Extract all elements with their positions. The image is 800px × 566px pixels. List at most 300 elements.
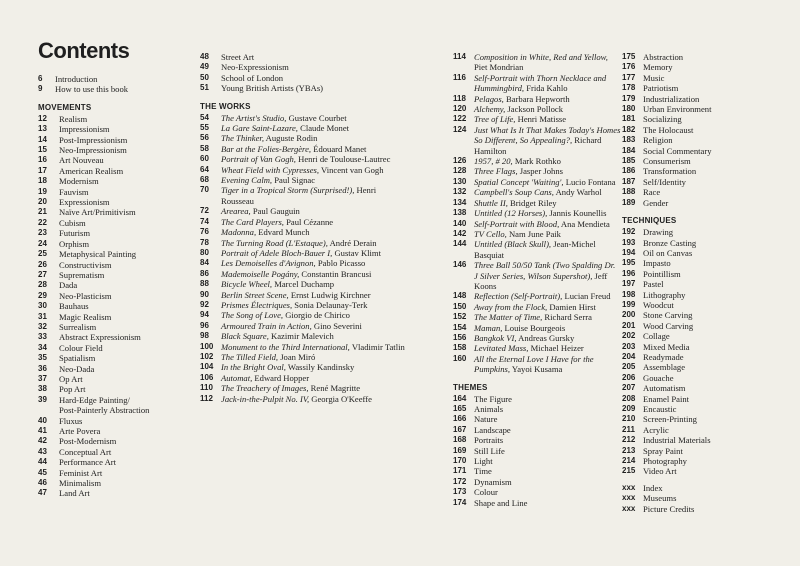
entry-label [221,165,410,175]
contents-entry [453,477,621,487]
entry-label: Shape and Line [474,497,528,508]
entry-label: Neo-Impressionism [59,145,127,156]
work-artist: Jeff Koons [474,270,608,291]
contents-entry [622,166,772,176]
work-title: Jack-in-the-Pulpit No. IV, [221,393,310,404]
entry-label: Arte Povera [59,426,101,436]
work-artist: Constantin Brancusi [299,268,372,279]
entry-page-number: 202 [622,331,636,341]
entry-page-number: 25 [38,249,47,259]
work-title: Mademoiselle Pogány, [221,268,300,279]
entry-label: Constructivism [59,259,112,270]
entry-label: Index [643,482,663,493]
entry-page-number: 166 [453,414,467,424]
entry-page-number: 152 [453,312,467,322]
work-title: Reflection (Self-Portrait), [474,291,563,302]
entry-page-number: 23 [38,228,47,238]
contents-entry [38,343,188,353]
entry-page-number: 58 [200,143,209,153]
entry-label [474,52,621,73]
entry-page-number: 76 [200,227,209,237]
movements-list [38,114,188,499]
work-artist: Henri de Toulouse-Lautrec [295,154,391,165]
entry-label [474,239,621,260]
entry-page-number: 126 [453,156,467,166]
contents-entry [622,466,772,476]
entry-page-number: 14 [38,134,47,144]
entry-label: Gender [643,197,669,208]
entry-page-number: 170 [453,456,467,466]
entry-label: Abstract Expressionism [59,332,141,343]
entry-label [474,323,621,333]
entry-page-number: 134 [453,197,467,207]
entry-label: Nature [474,414,498,425]
contents-entry [622,483,772,493]
contents-entry [38,291,188,301]
entry-label [221,269,410,279]
work-artist: Paul Gauguin [250,206,300,217]
entry-page-number: 182 [622,124,636,134]
entry-page-number: 192 [622,227,636,237]
entry-label [221,217,410,227]
entry-label [474,94,621,104]
work-artist: Richard Serra [542,312,592,323]
entry-page-number: 96 [200,320,209,330]
entry-page-number: 47 [38,488,47,498]
contents-entry [622,83,772,93]
work-artist: Paul Signac [272,175,316,186]
entry-page-number: 214 [622,456,636,466]
contents-entry [453,446,621,456]
entry-page-number: 41 [38,426,47,435]
entry-page-number: 156 [453,332,467,342]
contents-entry [622,331,772,341]
contents-entry [622,62,772,72]
entry-label [474,187,621,197]
contents-entry [200,123,410,133]
contents-entry [38,239,188,249]
entry-label: Drawing [643,227,674,238]
page-title: Contents [38,38,130,63]
entry-label: Futurism [59,228,91,239]
work-title: Automat, [221,372,253,383]
entry-page-number: 212 [622,435,636,445]
work-title: Black Square, [221,331,269,342]
entry-page-number: 197 [622,279,636,289]
entry-page-number: 78 [200,237,209,247]
entry-label [221,300,410,310]
entry-label [474,343,621,353]
work-title: Untitled (Black Skull), [474,239,552,250]
contents-entry [200,300,410,310]
work-artist: Mark Rothko [512,156,561,167]
work-artist: Paul Cézanne [283,216,334,227]
entry-label: Abstraction [643,52,684,62]
entry-page-number: 142 [453,228,467,238]
work-title: Prismes Électriques, [221,299,293,310]
entry-label [221,321,410,331]
entry-label: Expressionism [59,197,110,208]
entry-page-number: 26 [38,259,47,269]
entry-page-number: 178 [622,83,636,93]
work-artist: Andy Warhol [553,187,602,198]
entry-label [221,185,410,206]
entry-page-number: 21 [38,207,47,217]
contents-entry [38,301,188,311]
entry-page-number: 210 [622,414,636,424]
contents-entry [38,322,188,332]
work-title: La Gare Saint-Lazare, [221,123,298,134]
contents-entry [453,354,621,375]
entry-label: Fauvism [59,186,89,197]
entry-page-number: 17 [38,165,47,175]
entry-label: Enamel Paint [643,393,690,404]
work-title: Maman, [474,322,503,333]
entry-page-number: 120 [453,104,467,114]
entry-label: Consumerism [643,156,691,167]
entry-page-number: 16 [38,155,47,165]
entry-page-number: 205 [622,362,636,372]
entry-page-number: 34 [38,342,47,352]
work-title: The Tilled Field, [221,351,279,362]
entry-label [474,260,621,291]
entry-label: Pointillism [643,268,681,279]
techniques-list [622,227,772,477]
entry-page-number: 160 [453,353,467,363]
contents-entry [38,374,188,384]
work-title: Berlin Street Scene, [221,289,289,300]
work-title: Les Demoiselles d'Avignon, [221,258,316,269]
themes-list-continued [622,52,772,208]
work-artist: Wassily Kandinsky [285,362,355,373]
contents-entry [38,416,188,426]
contents-entry [38,395,188,416]
contents-entry [622,114,772,124]
work-artist: Marcel Duchamp [272,279,335,290]
contents-entry [453,404,621,414]
entry-label [221,383,410,393]
work-artist: Jasper Johns [517,166,563,177]
contents-entry [38,207,188,217]
entry-label: Industrial Materials [643,435,711,446]
work-artist: Jackson Pollock [505,104,564,115]
entry-page-number: 196 [622,268,636,278]
entry-page-number: 154 [453,322,467,332]
contents-entry [453,52,621,73]
contents-entry [622,177,772,187]
entry-label: Patriotism [643,83,679,94]
entry-label [221,279,410,289]
work-title: Tiger in a Tropical Storm (Surprised!), [221,185,355,196]
contents-entry [622,352,772,362]
contents-entry [622,404,772,414]
contents-entry [622,342,772,352]
entry-page-number: 42 [38,436,47,446]
entry-page-number: 173 [453,487,467,497]
work-artist: Damien Hirst [547,301,596,312]
work-title: The Thinker, [221,133,264,144]
work-title: Evening Calm, [221,175,273,186]
entry-label: Stone Carving [643,310,693,321]
contents-entry [200,383,410,393]
entry-label: Op Art [59,373,83,384]
entry-label: Art Nouveau [59,155,104,166]
work-title: Bangkok VI, [474,332,517,343]
work-artist: Nam June Paik [506,228,561,239]
contents-entry [453,125,621,156]
entry-label [474,198,621,208]
entry-page-number: 172 [453,476,467,486]
entry-page-number: 150 [453,301,467,311]
work-title: Three Ball 50/50 Tank (Two Spalding Dr. J Silver Series, Wilson Supershot), [474,260,616,281]
entry-label: Magic Realism [59,311,112,322]
entry-label: Spatialism [59,353,96,364]
entry-page-number: 22 [38,217,47,227]
contents-entry [38,166,188,176]
entry-label: Suprematism [59,269,105,280]
entry-page-number: 201 [622,320,636,330]
entry-page-number: 84 [200,258,209,268]
entry-page-number: 60 [200,154,209,164]
entry-page-number: 43 [38,446,47,456]
work-artist: Richard Hamilton [474,135,602,156]
work-title: Alchemy, [474,104,506,115]
entry-page-number: 51 [200,83,209,93]
entry-page-number: 144 [453,239,467,249]
entry-page-number: 187 [622,176,636,186]
work-title: Spatial Concept 'Waiting', [474,176,564,187]
work-title: All the Eternal Love I Have for the Pumpkins, [474,353,594,375]
work-title: Wheat Field with Cypresses, [221,164,320,175]
contents-entry [200,290,410,300]
entry-label: Orphism [59,238,90,249]
entry-page-number: 100 [200,341,214,351]
entry-label [474,166,621,176]
entry-label: Lithography [643,289,686,300]
contents-entry [38,249,188,259]
entry-page-number: 106 [200,372,214,382]
entry-page-number: 72 [200,206,209,216]
entry-page-number: 200 [622,310,636,320]
work-title: Portrait of Adele Bloch-Bauer I, [221,247,333,258]
entry-label: Young British Artists (YBAs) [221,83,324,94]
entry-label [221,154,410,164]
work-title: The Artist's Studio, [221,112,287,123]
entry-label: Bronze Casting [643,237,697,248]
work-title: Self-Portrait with Thorn Necklace and Hummingbird, [474,72,607,94]
work-title: Self-Portrait with Blood, [474,218,560,229]
entry-page-number: 114 [453,52,466,61]
contents-entry [453,187,621,197]
entry-page-number: 32 [38,321,47,331]
contents-entry [200,154,410,164]
contents-entry [622,446,772,456]
contents-entry [200,133,410,143]
contents-entry [453,487,621,497]
work-artist: Bridget Riley [507,197,557,208]
entry-page-number: 148 [453,291,467,301]
entry-page-number: 88 [200,279,209,289]
contents-entry [38,260,188,270]
entry-page-number: 94 [200,310,209,320]
contents-entry [200,248,410,258]
entry-label: Self/Identity [643,176,686,187]
contents-entry [200,62,410,72]
contents-entry [622,146,772,156]
entry-page-number: 20 [38,197,47,207]
work-title: The Treachery of Images, [221,383,309,394]
entry-label [221,290,410,300]
entry-label: The Holocaust [643,124,694,135]
entry-label: Museums [643,493,677,504]
entry-label [474,177,621,187]
contents-entry [200,342,410,352]
entry-page-number: 74 [200,216,209,226]
entry-page-number: 15 [38,145,47,155]
entry-label: Landscape [474,424,511,435]
entry-page-number: 12 [38,113,47,123]
entry-page-number: 68 [200,175,209,185]
entry-label: Still Life [474,445,505,456]
work-artist: Vladimir Tatlin [349,341,405,352]
contents-entry [200,217,410,227]
contents-entry [200,279,410,289]
work-artist: Henri Rousseau [221,185,377,206]
entry-page-number: 56 [200,133,209,143]
entry-label [474,219,621,229]
work-artist: Gustav Klimt [332,247,382,258]
entry-page-number: 39 [38,394,47,404]
contents-column-4 [622,52,772,514]
entry-page-number: 29 [38,290,47,300]
work-artist: Piet Mondrian [474,62,524,73]
entry-page-number: 184 [622,145,636,155]
entry-label [221,342,410,352]
contents-entry [200,113,410,123]
contents-entry [38,468,188,478]
contents-entry [38,135,188,145]
entry-page-number: 55 [200,123,209,133]
entry-label: Neo-Plasticism [59,290,112,301]
entry-label: Wood Carving [643,320,694,331]
work-artist: Auguste Rodin [263,133,318,144]
contents-entry [453,198,621,208]
contents-entry [38,74,188,84]
contents-entry [622,425,772,435]
entry-label: Animals [474,404,504,414]
contents-entry [38,332,188,342]
contents-entry [622,187,772,197]
contents-entry [200,238,410,248]
contents-column-1 [38,38,188,499]
entry-page-number: 98 [200,331,209,341]
entry-page-number: 80 [200,247,209,257]
entry-label: Post-Modernism [59,436,117,447]
contents-entry [38,312,188,322]
entry-page-number: 48 [200,52,209,61]
entry-label: Neo-Expressionism [221,62,289,73]
contents-entry [38,176,188,186]
entry-label: The Figure [474,393,512,404]
work-title: In the Bright Oval, [221,362,286,373]
contents-entry [622,73,772,83]
contents-entry [622,279,772,289]
works-list [200,113,410,404]
contents-entry [38,228,188,238]
contents-entry [200,73,410,83]
entry-page-number: 128 [453,166,467,176]
contents-entry [453,456,621,466]
contents-entry [200,331,410,341]
movements-list-continued [200,52,410,94]
contents-entry [38,84,188,94]
entry-label: Pastel [643,279,664,290]
entry-label [221,238,410,248]
entry-page-number: 177 [622,72,636,82]
entry-label [474,312,621,322]
entry-page-number: 165 [453,404,467,413]
entry-page-number: 46 [38,478,47,488]
contents-entry [622,269,772,279]
contents-entry [200,165,410,175]
work-title: Just What Is It That Makes Today's Homes So Different, So Appealing?, [474,124,621,146]
work-artist: Edvard Munch [256,227,310,238]
themes-list [453,394,621,508]
entry-label: American Realism [59,165,124,176]
contents-entry [453,466,621,476]
entry-label: Pop Art [59,384,86,395]
entry-label: Modernism [59,176,99,187]
contents-entry [38,145,188,155]
contents-entry [622,394,772,404]
contents-entry [622,373,772,383]
contents-entry [453,73,621,94]
entry-label [221,123,410,133]
contents-entry [453,498,621,508]
work-artist: Jean-Michel Basquiat [474,239,596,260]
entry-label: Street Art [221,52,255,62]
works-heading: THE WORKS [200,101,251,111]
contents-entry [622,248,772,258]
entry-label: Performance Art [59,457,117,468]
entry-page-number: 30 [38,301,47,311]
entry-page-number: 28 [38,280,47,290]
contents-entry [38,353,188,363]
entry-page-number: 199 [622,299,636,309]
entry-label: Assemblage [643,362,686,373]
entry-label: Light [474,456,493,467]
contents-entry [622,493,772,503]
entry-label: Mixed Media [643,341,690,352]
work-artist: Édouard Manet [311,143,367,154]
contents-entry [200,352,410,362]
entry-label [474,333,621,343]
contents-entry [200,258,410,268]
entry-page-number: 206 [622,372,636,382]
entry-label: Memory [643,62,673,73]
contents-entry [200,394,410,404]
entry-label: Impasto [643,258,671,269]
entry-label: Minimalism [59,478,102,489]
entry-page-number: 171 [453,466,467,476]
entry-page-number: 181 [622,114,636,124]
contents-entry [200,52,410,62]
work-title: Campbell's Soup Cans, [474,187,554,198]
contents-entry [453,343,621,353]
work-artist: Georgia O'Keeffe [309,393,372,404]
entry-label: School of London [221,72,284,83]
entry-label: Spray Paint [643,445,683,456]
